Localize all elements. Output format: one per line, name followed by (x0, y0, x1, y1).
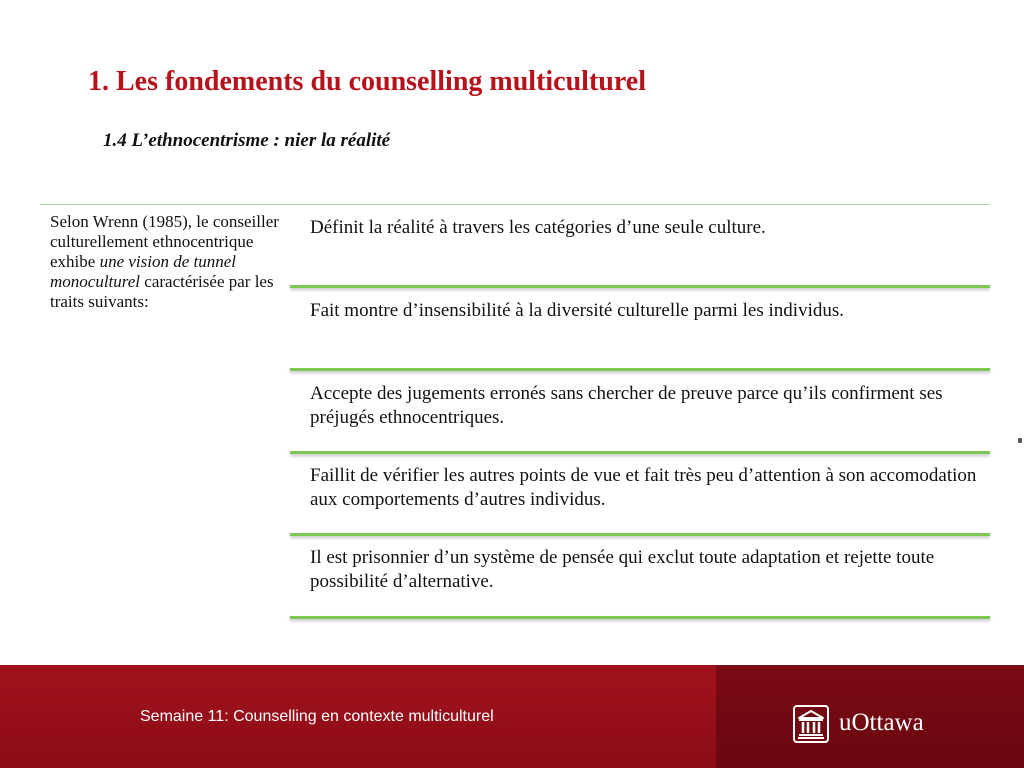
intro-emphasis: une vision de tunnel monoculturel (50, 252, 237, 291)
footer-left-panel (0, 665, 716, 768)
footer-caption: Semaine 11: Counselling en contexte multiculturel (140, 708, 494, 725)
intro-part-2: caractérisée par les traits suivants: (50, 272, 274, 311)
intro-text (50, 212, 280, 312)
trait-divider-5 (290, 616, 990, 619)
university-building-icon (793, 705, 829, 743)
top-divider (40, 204, 990, 205)
trait-item-1: Définit la réalité à travers les catégories d’une seule culture. (310, 217, 766, 238)
trait-item-4: Faillit de vérifier les autres points de vue et fait très peu d’attention à son accomodation aux comportements d’autres individus. (310, 465, 977, 510)
trait-item-2: Fait montre d’insensibilité à la diversité culturelle parmi les individus. (310, 300, 844, 321)
trait-divider-2 (290, 368, 990, 371)
trait-divider-3 (290, 451, 990, 454)
trait-divider-4 (290, 533, 990, 536)
uottawa-logo-text: uOttawa (839, 709, 924, 736)
slide-subtitle: 1.4 L’ethnocentrisme : nier la réalité (103, 130, 391, 151)
edge-marker (1018, 438, 1022, 443)
footer-bar (0, 665, 1024, 768)
trait-divider-1 (290, 285, 990, 288)
slide-title: 1. Les fondements du counselling multiculturel (88, 66, 646, 97)
trait-item-5: Il est prisonnier d’un système de pensée qui exclut toute adaptation et rejette toute possibilité d’alternative. (310, 547, 935, 592)
trait-item-3: Accepte des jugements erronés sans chercher de preuve parce qu’ils confirment ses préjugés ethnocentriques. (310, 383, 943, 428)
intro-part-1: Selon Wrenn (1985), le conseiller culturellement ethnocentrique exhibe (50, 212, 279, 271)
